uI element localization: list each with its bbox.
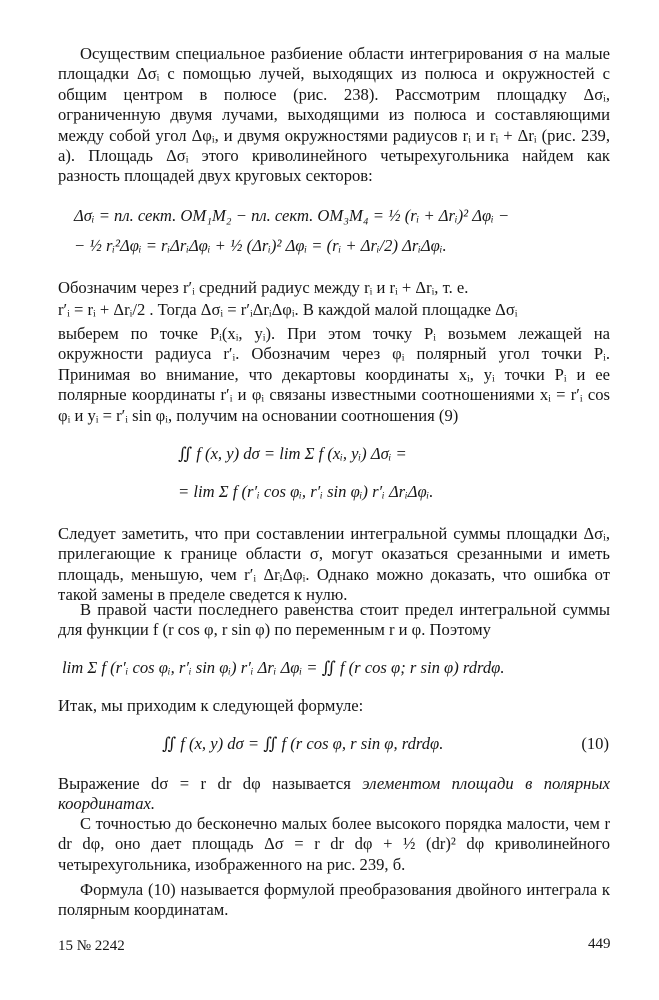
- line-denote-mean-radius: Обозначим через r′ᵢ средний радиус между rᵢ и rᵢ + Δrᵢ, т. е.: [58, 278, 469, 297]
- paragraph-choose-point: выберем по точке Pᵢ(xᵢ, yᵢ). При этом точку Pᵢ возьмем лежащей на окружности радиуса r′ᵢ. Обозначим через φᵢ полярный угол точки Pᵢ. Принимая во внимание, что декартовы координаты xᵢ, yᵢ точки Pᵢ и ее полярные координаты r′ᵢ и φᵢ связаны известными соотношениями xᵢ = r′ᵢ cos φᵢ и yᵢ = r′ᵢ sin φᵢ, получим на основании соотношения (9): [58, 324, 610, 425]
- line-mean-radius-formula: r′ᵢ = rᵢ + Δrᵢ/2 . Тогда Δσᵢ = r′ᵢΔrᵢΔφᵢ. В каждой малой площадке Δσᵢ: [58, 300, 518, 319]
- italic-term: элементом площади в полярных координатах.: [58, 774, 610, 814]
- paragraph-right-side: В правой части последнего равенства стоит предел интегральной суммы для функции f (r cos φ, r sin φ) по переменным r и φ. Поэтому: [58, 600, 610, 640]
- equation-integral-sum-1: ∬ f (x, y) dσ = lim Σ f (xᵢ, yᵢ) Δσᵢ =: [178, 444, 407, 463]
- equation-polar-formula: ∬ f (x, y) dσ = ∬ f (r cos φ, r sin φ, rdrdφ.: [162, 734, 444, 753]
- paragraph-accuracy: С точностью до бесконечно малых более высокого порядка малости, чем r dr dφ, оно дает площадь Δσ = r dr dφ + ½ (dr)² dφ криволинейного четырехугольника, изображенного на рис. 239, б.: [58, 814, 610, 874]
- paragraph-conclusion-intro: Итак, мы приходим к следующей формуле:: [58, 696, 364, 715]
- paragraph-formula-10: Формула (10) называется формулой преобразования двойного интеграла к полярным координатам.: [58, 880, 610, 920]
- signature-mark: 15 № 2242: [58, 938, 125, 954]
- equation-sector-difference-2: − ½ rᵢ²Δφᵢ = rᵢΔrᵢΔφᵢ + ½ (Δrᵢ)² Δφᵢ = (rᵢ + Δrᵢ/2) ΔrᵢΔφᵢ.: [74, 236, 447, 255]
- paragraph-boundary-remark: Следует заметить, что при составлении интегральной суммы площадки Δσᵢ, прилегающие к границе области σ, могут оказаться срезанными и иметь площадь, меньшую, чем r′ᵢ ΔrᵢΔφᵢ. Однако можно доказать, что ошибка от такой замены в пределе сведется к нулю.: [58, 524, 610, 605]
- equation-integral-sum-2: = lim Σ f (r′ᵢ cos φᵢ, r′ᵢ sin φᵢ) r′ᵢ ΔrᵢΔφᵢ.: [178, 482, 434, 501]
- paragraph-area-element: Выражение dσ = r dr dφ называется элементом площади в полярных координатах.: [58, 774, 610, 814]
- page-number: 449: [588, 936, 611, 952]
- equation-limit-transform: lim Σ f (r′ᵢ cos φᵢ, r′ᵢ sin φᵢ) r′ᵢ Δrᵢ Δφᵢ = ∬ f (r cos φ; r sin φ) rdrdφ.: [62, 658, 505, 677]
- equation-sector-difference-1: Δσᵢ = пл. сект. OM₁M₂ − пл. сект. OM₃M₄ = ½ (rᵢ + Δrᵢ)² Δφᵢ −: [74, 206, 510, 225]
- equation-number: (10): [581, 734, 609, 753]
- paragraph-partition: Осуществим специальное разбиение области интегрирования σ на малые площадки Δσᵢ с помощью лучей, выходящих из полюса и окружностей с общим центром в полюсе (рис. 238). Рассмотрим площадку Δσᵢ, ограниченную двумя лучами, выходящими из полюса и составляющими между собой угол Δφᵢ, и двумя окружностями радиусов rᵢ и rᵢ + Δrᵢ (рис. 239, а). Площадь Δσᵢ этого криволинейного четырехугольника найдем как разность площадей двух круговых секторов:: [58, 44, 610, 186]
